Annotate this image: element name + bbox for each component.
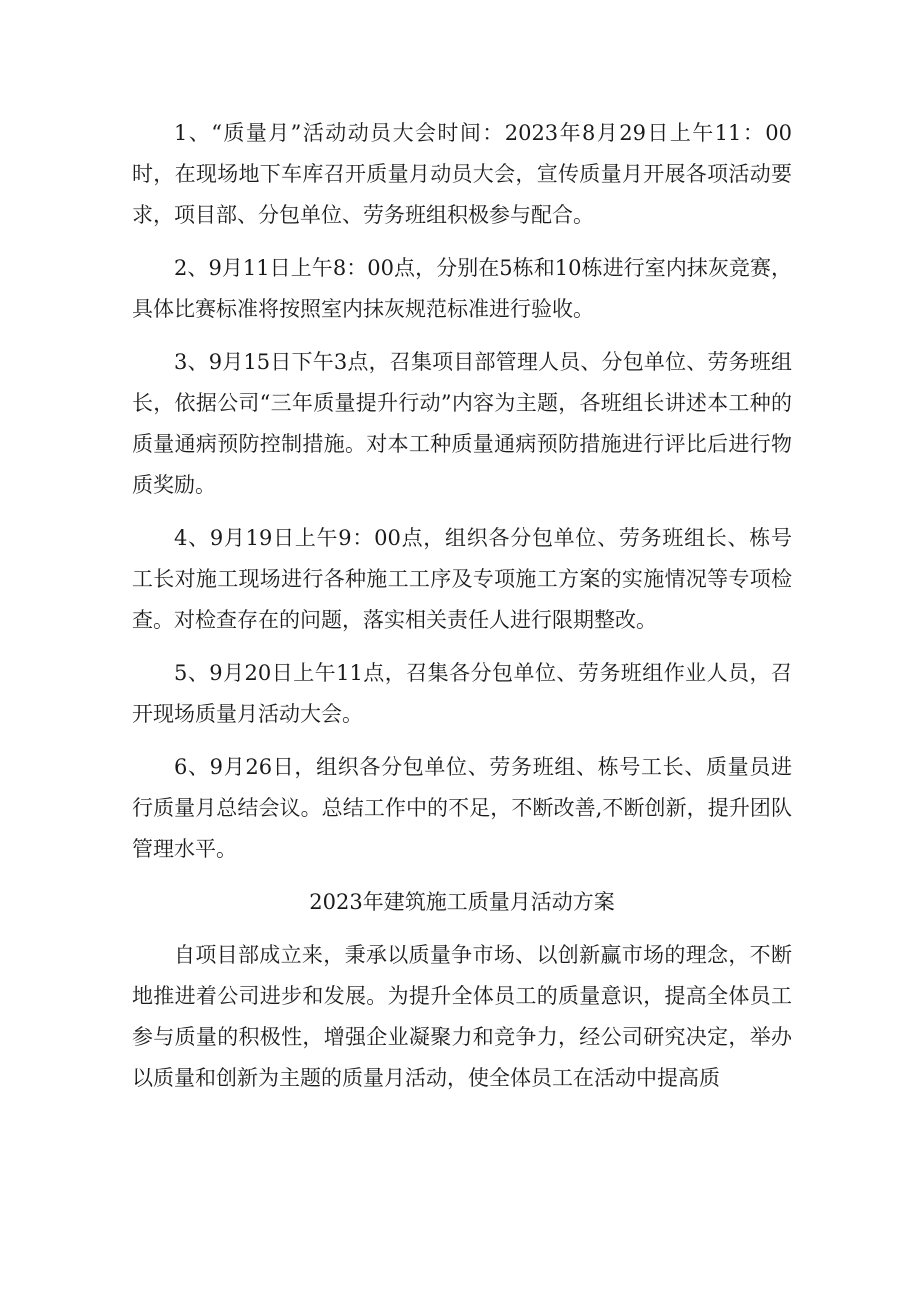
section-heading: 2023年建筑施工质量月活动方案: [309, 890, 615, 914]
paragraph-item-3: 3、9月15日下午3点，召集项目部管理人员、分包单位、劳务班组长，依据公司“三年质量提升行动”内容为主题，各班组长讲述本工种的质量通病预防控制措施。对本工种质量通病预防措施进行评比后进行物质奖励。: [132, 350, 792, 497]
document-body: [132, 113, 792, 1111]
paragraph-item-1: 1、“质量月”活动动员大会时间：2023年8月29日上午11：00时，在现场地下车库召开质量月动员大会，宣传质量月开展各项活动要求，项目部、分包单位、劳务班组积极参与配合。: [132, 121, 792, 227]
paragraph-item-6: 6、9月26日，组织各分包单位、劳务班组、栋号工长、质量员进行质量月总结会议。总结工作中的不足，不断改善,不断创新，提升团队管理水平。: [132, 755, 792, 861]
paragraph-item-5: 5、9月20日上午11点，召集各分包单位、劳务班组作业人员，召开现场质量月活动大会。: [132, 661, 792, 726]
paragraph-intro: 自项目部成立来，秉承以质量争市场、以创新赢市场的理念，不断地推进着公司进步和发展。为提升全体员工的质量意识，提高全体员工参与质量的积极性，增强企业凝聚力和竞争力，经公司研究决定，举办以质量和创新为主题的质量月活动，使全体员工在活动中提高质: [132, 943, 792, 1090]
paragraph-item-4: 4、9月19日上午9：00点，组织各分包单位、劳务班组长、栋号工长对施工现场进行各种施工工序及专项施工方案的实施情况等专项检查。对检查存在的问题，落实相关责任人进行限期整改。: [132, 526, 792, 632]
paragraph-item-2: 2、9月11日上午8：00点，分别在5栋和10栋进行室内抹灰竞赛，具体比赛标准将按照室内抹灰规范标准进行验收。: [132, 256, 792, 321]
